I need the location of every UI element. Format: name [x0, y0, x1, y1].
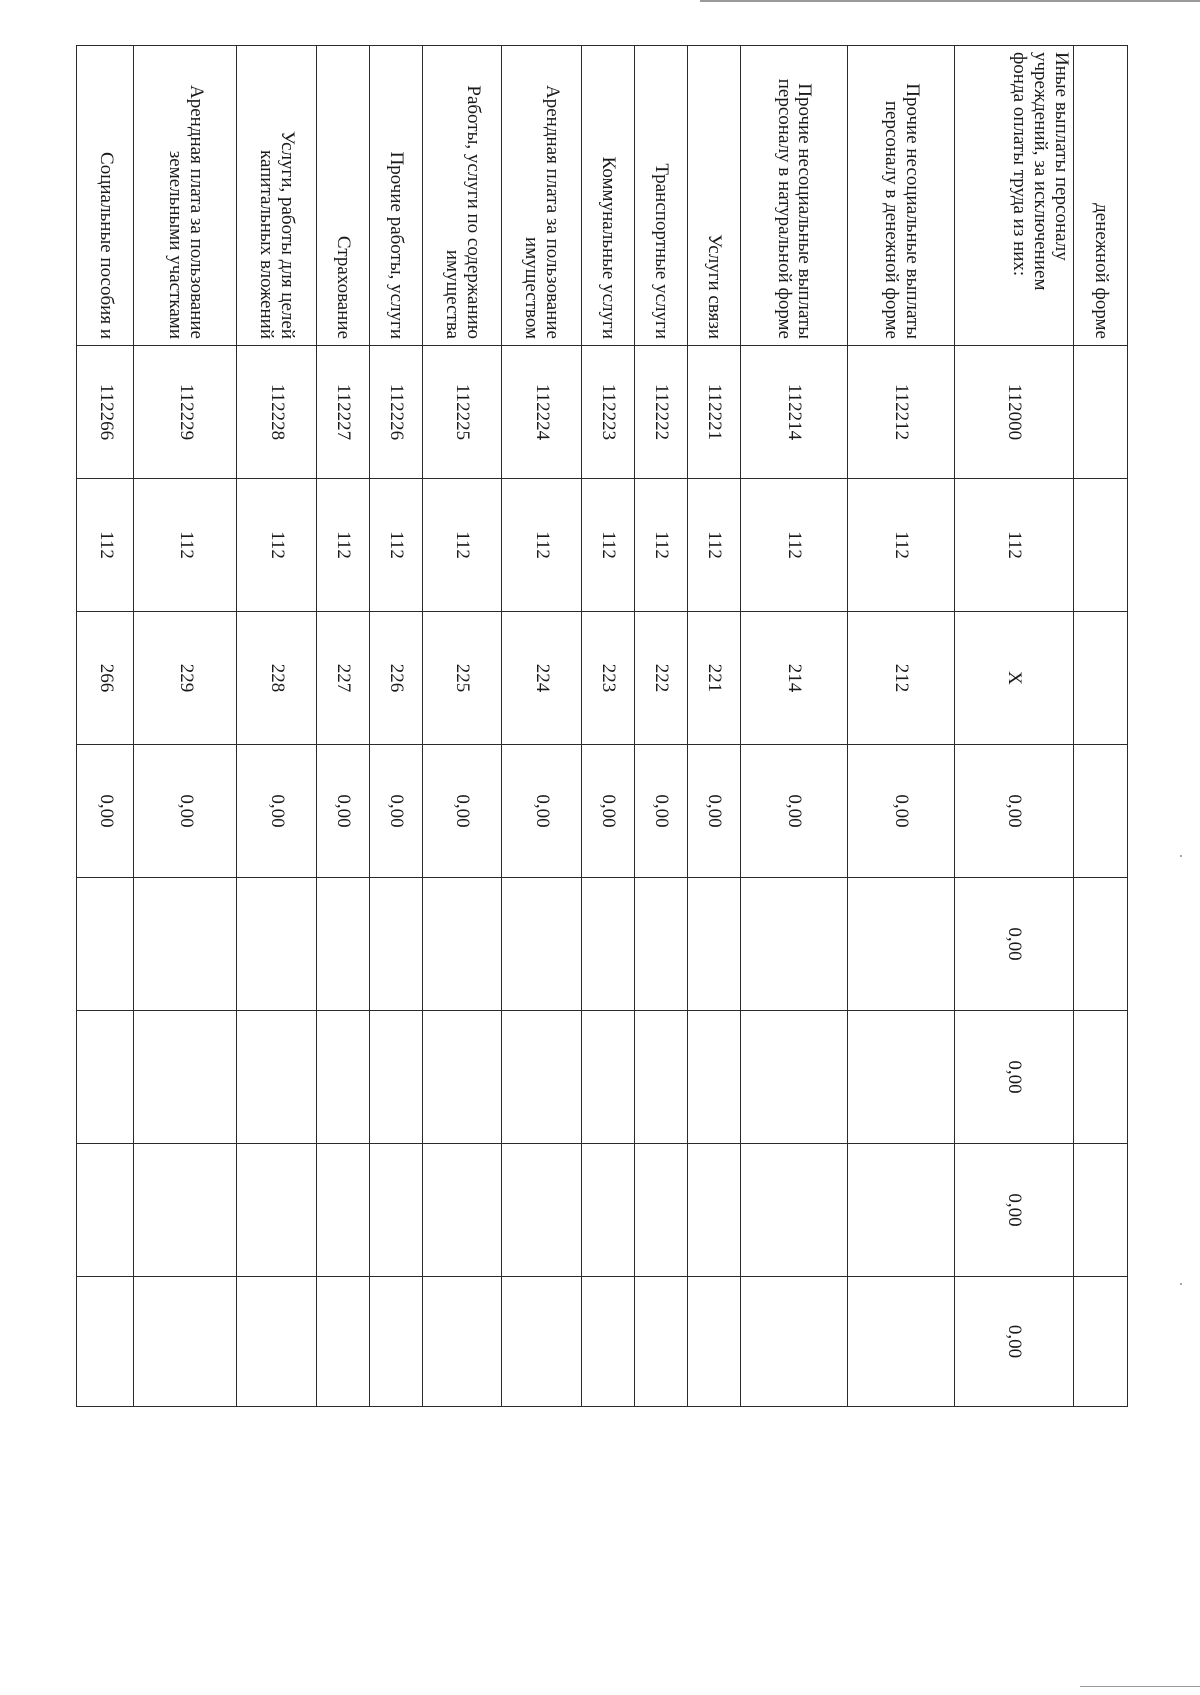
amount-cell — [687, 1011, 740, 1144]
amount-cell — [581, 878, 634, 1011]
amount-cell — [581, 1011, 634, 1144]
kosgu-code: 222 — [634, 612, 687, 745]
table-row — [581, 46, 634, 1407]
row-label: Социальные пособия и — [77, 46, 135, 346]
amount-cell — [687, 1277, 740, 1407]
kosgu-code: 221 — [687, 612, 740, 745]
amount-cell — [237, 878, 316, 1011]
row-label: Арендная плата за пользование имуществом — [502, 46, 581, 346]
table-row — [502, 46, 581, 1407]
amount-cell: 0,00 — [316, 745, 369, 878]
kvr-code: 112 — [369, 479, 422, 612]
kosgu-code: 266 — [77, 612, 135, 745]
row-code: 112214 — [740, 346, 847, 479]
amount-cell — [581, 1277, 634, 1407]
expenditure-table-body — [77, 46, 1128, 1407]
amount-cell: 0,00 — [687, 745, 740, 878]
amount-cell — [1073, 745, 1127, 878]
table-row — [847, 46, 954, 1407]
kosgu-code — [1073, 612, 1127, 745]
amount-cell — [77, 1144, 135, 1277]
table-row — [134, 46, 237, 1407]
row-code: 112229 — [134, 346, 237, 479]
kvr-code: 112 — [316, 479, 369, 612]
amount-cell — [134, 878, 237, 1011]
row-code: 112221 — [687, 346, 740, 479]
kvr-code: 112 — [422, 479, 501, 612]
amount-cell — [847, 878, 954, 1011]
row-label: Прочие несоциальные выплаты персоналу в денежной форме — [847, 46, 954, 346]
row-code: 112225 — [422, 346, 501, 479]
row-code: 112222 — [634, 346, 687, 479]
kvr-code: 112 — [502, 479, 581, 612]
table-row — [740, 46, 847, 1407]
row-code: 112266 — [77, 346, 135, 479]
row-label: Иные выплаты персоналу учреждений, за исключением фонда оплаты труда из них: — [954, 46, 1073, 346]
scan-edge-top — [700, 0, 1200, 2]
amount-cell: 0,00 — [847, 745, 954, 878]
amount-cell — [134, 1011, 237, 1144]
kvr-code: 112 — [77, 479, 135, 612]
kvr-code: 112 — [847, 479, 954, 612]
kvr-code: 112 — [634, 479, 687, 612]
kosgu-code: 224 — [502, 612, 581, 745]
row-code: 112223 — [581, 346, 634, 479]
amount-cell — [134, 1144, 237, 1277]
row-label: Арендная плата за пользование земельными участками — [134, 46, 237, 346]
amount-cell: 0,00 — [740, 745, 847, 878]
amount-cell — [422, 1277, 501, 1407]
amount-cell — [847, 1011, 954, 1144]
kosgu-code: 214 — [740, 612, 847, 745]
table-row — [369, 46, 422, 1407]
row-label: денежной форме — [1073, 46, 1127, 346]
amount-cell — [740, 1011, 847, 1144]
amount-cell — [1073, 878, 1127, 1011]
kosgu-code: 229 — [134, 612, 237, 745]
scan-edge-bottom — [1080, 1686, 1200, 1687]
amount-cell — [316, 878, 369, 1011]
amount-cell — [1073, 1144, 1127, 1277]
amount-cell — [237, 1277, 316, 1407]
table-row — [422, 46, 501, 1407]
amount-cell — [77, 878, 135, 1011]
amount-cell — [316, 1011, 369, 1144]
amount-cell: 0,00 — [954, 1277, 1073, 1407]
row-label: Страхование — [316, 46, 369, 346]
row-code: 112226 — [369, 346, 422, 479]
amount-cell — [422, 878, 501, 1011]
amount-cell: 0,00 — [369, 745, 422, 878]
amount-cell — [422, 1144, 501, 1277]
scan-speck — [1180, 855, 1182, 857]
amount-cell — [134, 1277, 237, 1407]
row-label: Коммунальные услуги — [581, 46, 634, 346]
amount-cell — [740, 878, 847, 1011]
row-code: 112228 — [237, 346, 316, 479]
amount-cell — [740, 1144, 847, 1277]
amount-cell — [1073, 1277, 1127, 1407]
row-label: Транспортные услуги — [634, 46, 687, 346]
kosgu-code: 225 — [422, 612, 501, 745]
amount-cell — [1073, 1011, 1127, 1144]
amount-cell — [634, 1011, 687, 1144]
amount-cell — [581, 1144, 634, 1277]
table-row — [77, 46, 135, 1407]
kosgu-code: 226 — [369, 612, 422, 745]
amount-cell: 0,00 — [634, 745, 687, 878]
kvr-code: 112 — [134, 479, 237, 612]
row-label: Прочие несоциальные выплаты персоналу в натуральной форме — [740, 46, 847, 346]
row-label: Услуги связи — [687, 46, 740, 346]
kosgu-code: X — [954, 612, 1073, 745]
amount-cell — [634, 878, 687, 1011]
amount-cell — [687, 1144, 740, 1277]
amount-cell — [847, 1277, 954, 1407]
row-label: Услуги, работы для целей капитальных вложений — [237, 46, 316, 346]
row-code: 112000 — [954, 346, 1073, 479]
row-code — [1073, 346, 1127, 479]
amount-cell: 0,00 — [581, 745, 634, 878]
amount-cell — [316, 1144, 369, 1277]
amount-cell — [740, 1277, 847, 1407]
row-code: 112212 — [847, 346, 954, 479]
amount-cell — [369, 1011, 422, 1144]
amount-cell — [422, 1011, 501, 1144]
amount-cell — [847, 1144, 954, 1277]
kvr-code — [1073, 479, 1127, 612]
amount-cell: 0,00 — [954, 1144, 1073, 1277]
kvr-code: 112 — [687, 479, 740, 612]
amount-cell — [502, 1011, 581, 1144]
amount-cell — [77, 1277, 135, 1407]
expenditure-table — [76, 45, 1128, 1407]
kvr-code: 112 — [237, 479, 316, 612]
kvr-code: 112 — [581, 479, 634, 612]
amount-cell — [502, 878, 581, 1011]
amount-cell: 0,00 — [954, 1011, 1073, 1144]
kvr-code: 112 — [954, 479, 1073, 612]
table-row — [634, 46, 687, 1407]
amount-cell — [237, 1011, 316, 1144]
amount-cell — [369, 1277, 422, 1407]
amount-cell: 0,00 — [422, 745, 501, 878]
amount-cell — [502, 1277, 581, 1407]
amount-cell — [369, 1144, 422, 1277]
kosgu-code: 223 — [581, 612, 634, 745]
amount-cell: 0,00 — [77, 745, 135, 878]
rotated-report-sheet — [76, 45, 1128, 1403]
amount-cell: 0,00 — [954, 745, 1073, 878]
amount-cell — [316, 1277, 369, 1407]
amount-cell — [687, 878, 740, 1011]
row-code: 112227 — [316, 346, 369, 479]
amount-cell: 0,00 — [237, 745, 316, 878]
amount-cell — [237, 1144, 316, 1277]
row-label: Работы, услуги по содержанию имущества — [422, 46, 501, 346]
table-row — [1073, 46, 1127, 1407]
kosgu-code: 228 — [237, 612, 316, 745]
table-row — [687, 46, 740, 1407]
kosgu-code: 227 — [316, 612, 369, 745]
amount-cell — [369, 878, 422, 1011]
amount-cell — [634, 1144, 687, 1277]
table-row — [954, 46, 1073, 1407]
table-row — [316, 46, 369, 1407]
kvr-code: 112 — [740, 479, 847, 612]
kosgu-code: 212 — [847, 612, 954, 745]
amount-cell — [634, 1277, 687, 1407]
row-code: 112224 — [502, 346, 581, 479]
table-row — [237, 46, 316, 1407]
amount-cell: 0,00 — [954, 878, 1073, 1011]
amount-cell — [502, 1144, 581, 1277]
amount-cell: 0,00 — [134, 745, 237, 878]
scan-speck — [1180, 1283, 1182, 1285]
amount-cell — [77, 1011, 135, 1144]
row-label: Прочие работы, услуги — [369, 46, 422, 346]
amount-cell: 0,00 — [502, 745, 581, 878]
